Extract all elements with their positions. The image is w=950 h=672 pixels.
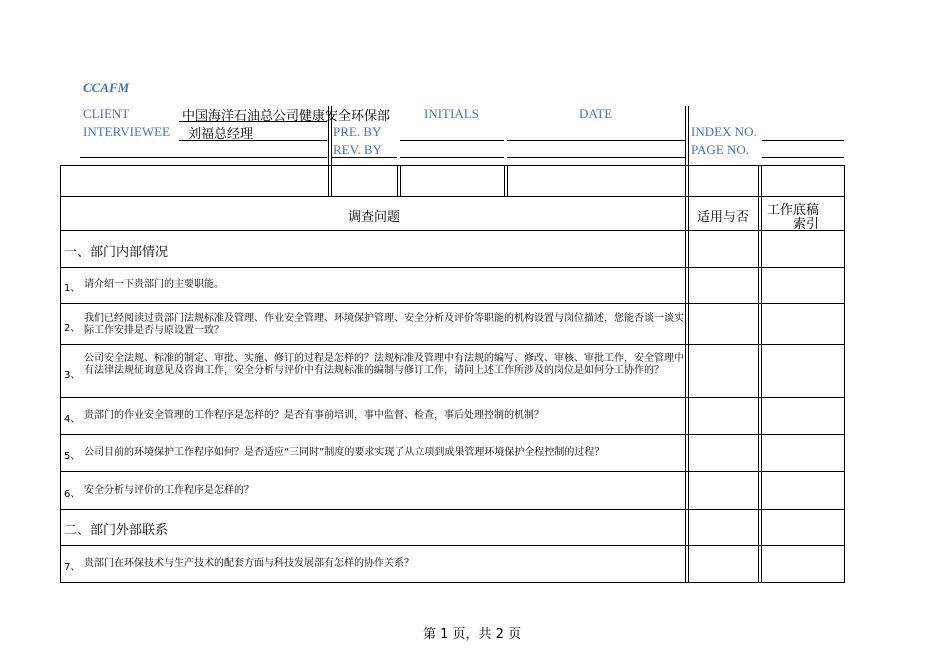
date-label: DATE bbox=[579, 106, 613, 121]
interviewee-value: 刘福总经理 bbox=[188, 127, 254, 142]
row-line bbox=[60, 545, 845, 546]
section-title: 二、部门外部联系 bbox=[64, 523, 169, 538]
question-text: 公司目前的环境保护工作程序如何？是否适应“三同时”制度的要求实现了从立项到成果管理环境保护全程控制的过程？ bbox=[84, 447, 605, 458]
row-line bbox=[60, 509, 845, 510]
row-line bbox=[60, 230, 845, 231]
interviewee-underline bbox=[179, 140, 327, 141]
question-number: 2、 bbox=[64, 323, 81, 334]
top-row-divider-3 bbox=[504, 165, 505, 196]
header-bottom-rule bbox=[80, 157, 327, 158]
col-header-applicable: 适用与否 bbox=[697, 210, 750, 225]
section-title: 一、部门内部情况 bbox=[64, 245, 169, 260]
question-number: 5、 bbox=[64, 451, 81, 462]
page-footer: 第 1 页，共 2 页 bbox=[423, 627, 522, 642]
row-line bbox=[60, 303, 845, 304]
row-line bbox=[60, 471, 845, 472]
question-number: 7、 bbox=[64, 562, 81, 573]
pre-by-line-1 bbox=[400, 140, 504, 141]
question-text: 公司安全法规、标准的制定、审批、实施、修订的过程是怎样的？法规标准及管理中有法规的编写、修改、审核、审批工作，安全管理中有法律法规征询意见及咨询工作，安全分析与评价中有法规标准的编制与修订工作，请问上述工作所涉及的岗位是如何分工协作的？ bbox=[84, 353, 684, 376]
page-no-line bbox=[762, 157, 844, 158]
question-number: 4、 bbox=[64, 414, 81, 425]
col-header-ref-line1: 工作底稿 bbox=[767, 203, 820, 218]
ref-col-divider-a bbox=[758, 165, 759, 583]
ref-col-divider-b bbox=[761, 165, 762, 583]
pre-by-label: PRE. BY bbox=[333, 124, 382, 139]
top-row-divider-2 bbox=[400, 165, 401, 196]
client-value: 中国海洋石油总公司健康安全环保部 bbox=[182, 109, 391, 124]
col-header-ref-line2: 索引 bbox=[793, 217, 820, 232]
client-underline bbox=[179, 121, 327, 122]
row-line bbox=[60, 434, 845, 435]
rev-by-line-1 bbox=[400, 157, 504, 158]
question-text: 安全分析与评价的工作程序是怎样的？ bbox=[84, 485, 254, 496]
row-line bbox=[60, 196, 845, 197]
pre-by-line-2 bbox=[507, 140, 685, 141]
brand-logo-text: CCAFM bbox=[83, 80, 130, 95]
client-label: CLIENT bbox=[83, 106, 130, 121]
rev-by-rule bbox=[331, 157, 397, 158]
top-row-divider-1 bbox=[397, 165, 398, 196]
question-text: 贵部门在环保技术与生产技术的配套方面与科技发展部有怎样的协作关系？ bbox=[84, 558, 414, 569]
col-header-question: 调查问题 bbox=[348, 210, 401, 225]
question-text: 我们已经阅读过贵部门法规标准及管理、作业安全管理、环境保护管理、安全分析及评价等职能的机构设置与岗位描述，您能否谈一谈实际工作安排是否与原设置一致？ bbox=[84, 313, 684, 336]
question-text: 贵部门的作业安全管理的工作程序是怎样的？是否有事前培训，事中监督、检查，事后处理控制的机制？ bbox=[84, 410, 544, 421]
page-no-label: PAGE NO. bbox=[691, 142, 750, 157]
initials-label: INITIALS bbox=[424, 106, 479, 121]
index-no-label: INDEX NO. bbox=[691, 124, 757, 139]
question-number: 6、 bbox=[64, 489, 81, 500]
question-number: 3、 bbox=[64, 370, 81, 381]
interviewee-label: INTERVIEWEE bbox=[83, 124, 171, 139]
rev-by-label: REV. BY bbox=[333, 142, 382, 157]
top-row-divider-4 bbox=[507, 165, 508, 196]
row-line bbox=[60, 397, 845, 398]
index-no-line bbox=[762, 140, 844, 141]
question-text: 请介绍一下贵部门的主要职能。 bbox=[84, 279, 224, 290]
question-number: 1、 bbox=[64, 283, 81, 294]
row-line bbox=[60, 344, 845, 345]
rev-by-line-2 bbox=[507, 157, 685, 158]
row-line bbox=[60, 267, 845, 268]
